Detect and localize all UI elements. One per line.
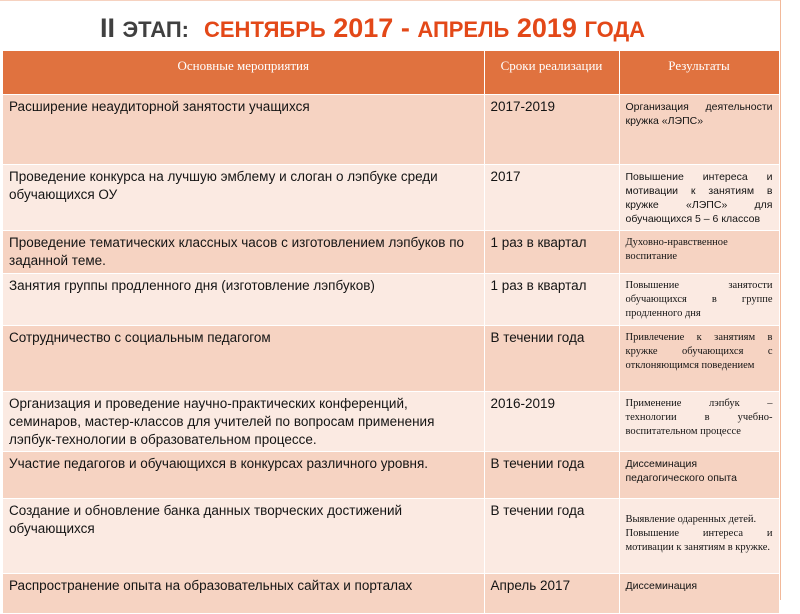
table-row	[3, 498, 779, 573]
period-cell: 1 раз в квартал	[484, 230, 619, 273]
title-dash: -	[400, 13, 410, 43]
period-cell: В течении года	[484, 498, 619, 573]
table-row	[3, 273, 779, 325]
result-cell: Духовно-нравственное воспитание	[619, 230, 779, 273]
period-cell: В течении года	[484, 325, 619, 391]
slide-title	[100, 8, 760, 48]
result-cell: Диссеминация педагогического опыта	[619, 451, 779, 498]
period-cell: 2016-2019	[484, 391, 619, 451]
title-years-word: ГОДА	[584, 17, 646, 42]
table-row	[3, 391, 779, 451]
period-cell: Апрель 2017	[484, 573, 619, 613]
activity-cell: Организация и проведение научно-практических конференций, семинаров, мастер-классов для учителей по вопросам применения лэпбук-технологии в образовательном процессе.	[3, 391, 484, 451]
title-stage-word: ЭТАП:	[122, 17, 189, 42]
title-year-start: 2017	[333, 13, 394, 43]
result-cell: Применение лэпбук – технологии в учебно-воспитательном процессе	[619, 391, 779, 451]
activity-cell: Участие педагогов и обучающихся в конкурсах различного уровня.	[3, 451, 484, 498]
table-row	[3, 164, 779, 230]
table-row	[3, 94, 779, 164]
title-roman: II	[100, 13, 116, 43]
result-line-2: Повышение интереса и мотивации к занятиям в кружке.	[625, 527, 773, 553]
table-row	[3, 451, 779, 498]
activity-cell: Распространение опыта на образовательных сайтах и порталах	[3, 573, 484, 613]
result-cell	[619, 498, 779, 573]
header-results: Результаты	[619, 51, 779, 94]
title-month-start: СЕНТЯБРЬ	[204, 17, 326, 42]
period-cell: В течении года	[484, 451, 619, 498]
slide-top-border	[0, 0, 781, 1]
activity-cell: Расширение неаудиторной занятости учащихся	[3, 94, 484, 164]
title-month-end: АПРЕЛЬ	[417, 17, 510, 42]
result-cell: Привлечение к занятиям в кружке обучающихся с отклоняющимся поведением	[619, 325, 779, 391]
header-period: Сроки реализации	[484, 51, 619, 94]
header-activities: Основные мероприятия	[3, 51, 484, 94]
result-line-1: Выявление одаренных детей.	[625, 513, 757, 525]
activity-cell: Сотрудничество с социальным педагогом	[3, 325, 484, 391]
title-year-end: 2019	[516, 13, 577, 43]
activities-table	[3, 51, 780, 614]
activity-cell: Создание и обновление банка данных творческих достижений обучающихся	[3, 498, 484, 573]
period-cell: 1 раз в квартал	[484, 273, 619, 325]
result-cell: Повышение интереса и мотивации к занятиям в кружке «ЛЭПС» для обучающихся 5 – 6 классов	[619, 164, 779, 230]
result-cell: Организация деятельности кружка «ЛЭПС»	[619, 94, 779, 164]
table-row	[3, 325, 779, 391]
slide-right-border	[780, 0, 781, 600]
result-cell: Диссеминация	[619, 573, 779, 613]
table-row	[3, 573, 779, 613]
period-cell: 2017-2019	[484, 94, 619, 164]
activity-cell: Проведение конкурса на лучшую эмблему и слоган о лэпбуке среди обучающихся ОУ	[3, 164, 484, 230]
table-header-row	[3, 51, 779, 94]
activity-cell: Проведение тематических классных часов с изготовлением лэпбуков по заданной теме.	[3, 230, 484, 273]
table-row	[3, 230, 779, 273]
activity-cell: Занятия группы продленного дня (изготовление лэпбуков)	[3, 273, 484, 325]
period-cell: 2017	[484, 164, 619, 230]
result-cell: Повышение занятости обучающихся в группе продленного дня	[619, 273, 779, 325]
